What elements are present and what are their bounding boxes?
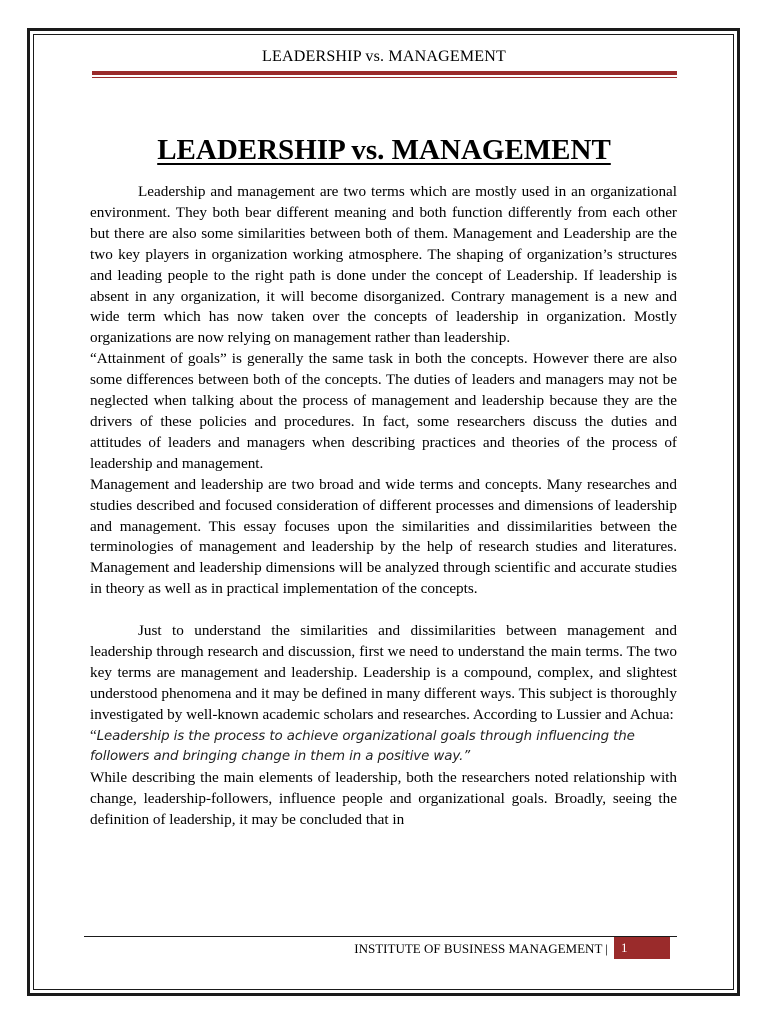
quote-text: Leadership is the process to achieve organizational goals through influencing the followers and bringing change in them in a positive way. — [90, 728, 635, 765]
page-number-badge — [614, 937, 670, 959]
header-rule-thin — [92, 77, 677, 78]
header-rule — [92, 71, 677, 75]
paragraph-3: Management and leadership are two broad and wide terms and concepts. Many researches and studies described and focused consideration of different processes and dimensions of leadership and management. This essay focuses upon the similarities and dissimilarities between the terminologies of management and leadership by the help of research studies and literatures. Management and leadership dimensions will be analyzed through scientific and accurate studies in theory as well as in practical implementation of the concepts. — [90, 475, 677, 598]
block-quote — [90, 726, 677, 769]
paragraph-1: Leadership and management are two terms which are mostly used in an organizational environment. They both bear different meaning and both function differently from each other but there are also some similarities between both of them. Management and Leadership are the two key players in organization working atmosphere. The shaping of organization’s structures and leading people to the right path is done under the concept of Leadership. If leadership is absent in any organization, it will become disorganized. Contrary management is a new and wide term which has now taken over the concepts of leadership in organization. Mostly organizations are now relying on management rather than leadership. — [90, 183, 677, 347]
quote-open-mark: “ — [90, 726, 97, 744]
document-body — [90, 182, 677, 831]
paragraph-4: Just to understand the similarities and dissimilarities between management and leadership through research and discussion, first we need to understand the main terms. The two key terms are management and leadership. Leadership is a compound, complex, and slightest understood phenomena and it may be defined in many different ways. This subject is thoroughly investigated by well-known academic scholars and researches. According to Lussier and Achua: — [90, 622, 677, 723]
paragraph-2: “Attainment of goals” is generally the same task in both the concepts. However there are also some differences between both of the concepts. The duties of leaders and managers may not be neglected when talking about the process of management and leadership because they are the drivers of these policies and procedures. In fact, some researchers discuss the duties and attitudes of leaders and managers when describing practices and theories of the process of leadership and management. — [90, 350, 677, 472]
paragraph-spacer — [90, 600, 677, 621]
document-title: LEADERSHIP vs. MANAGEMENT — [157, 134, 611, 166]
page-number: 1 — [621, 940, 628, 955]
running-header: LEADERSHIP vs. MANAGEMENT — [262, 48, 506, 65]
footer-rule — [84, 936, 677, 937]
paragraph-5: While describing the main elements of leadership, both the researchers noted relationship with change, leadership-followers, influence people and organizational goals. Broadly, seeing the definition of leadership, it may be concluded that in — [90, 769, 677, 829]
quote-close-mark: ” — [463, 749, 471, 765]
footer-institute: INSTITUTE OF BUSINESS MANAGEMENT | — [354, 941, 608, 956]
